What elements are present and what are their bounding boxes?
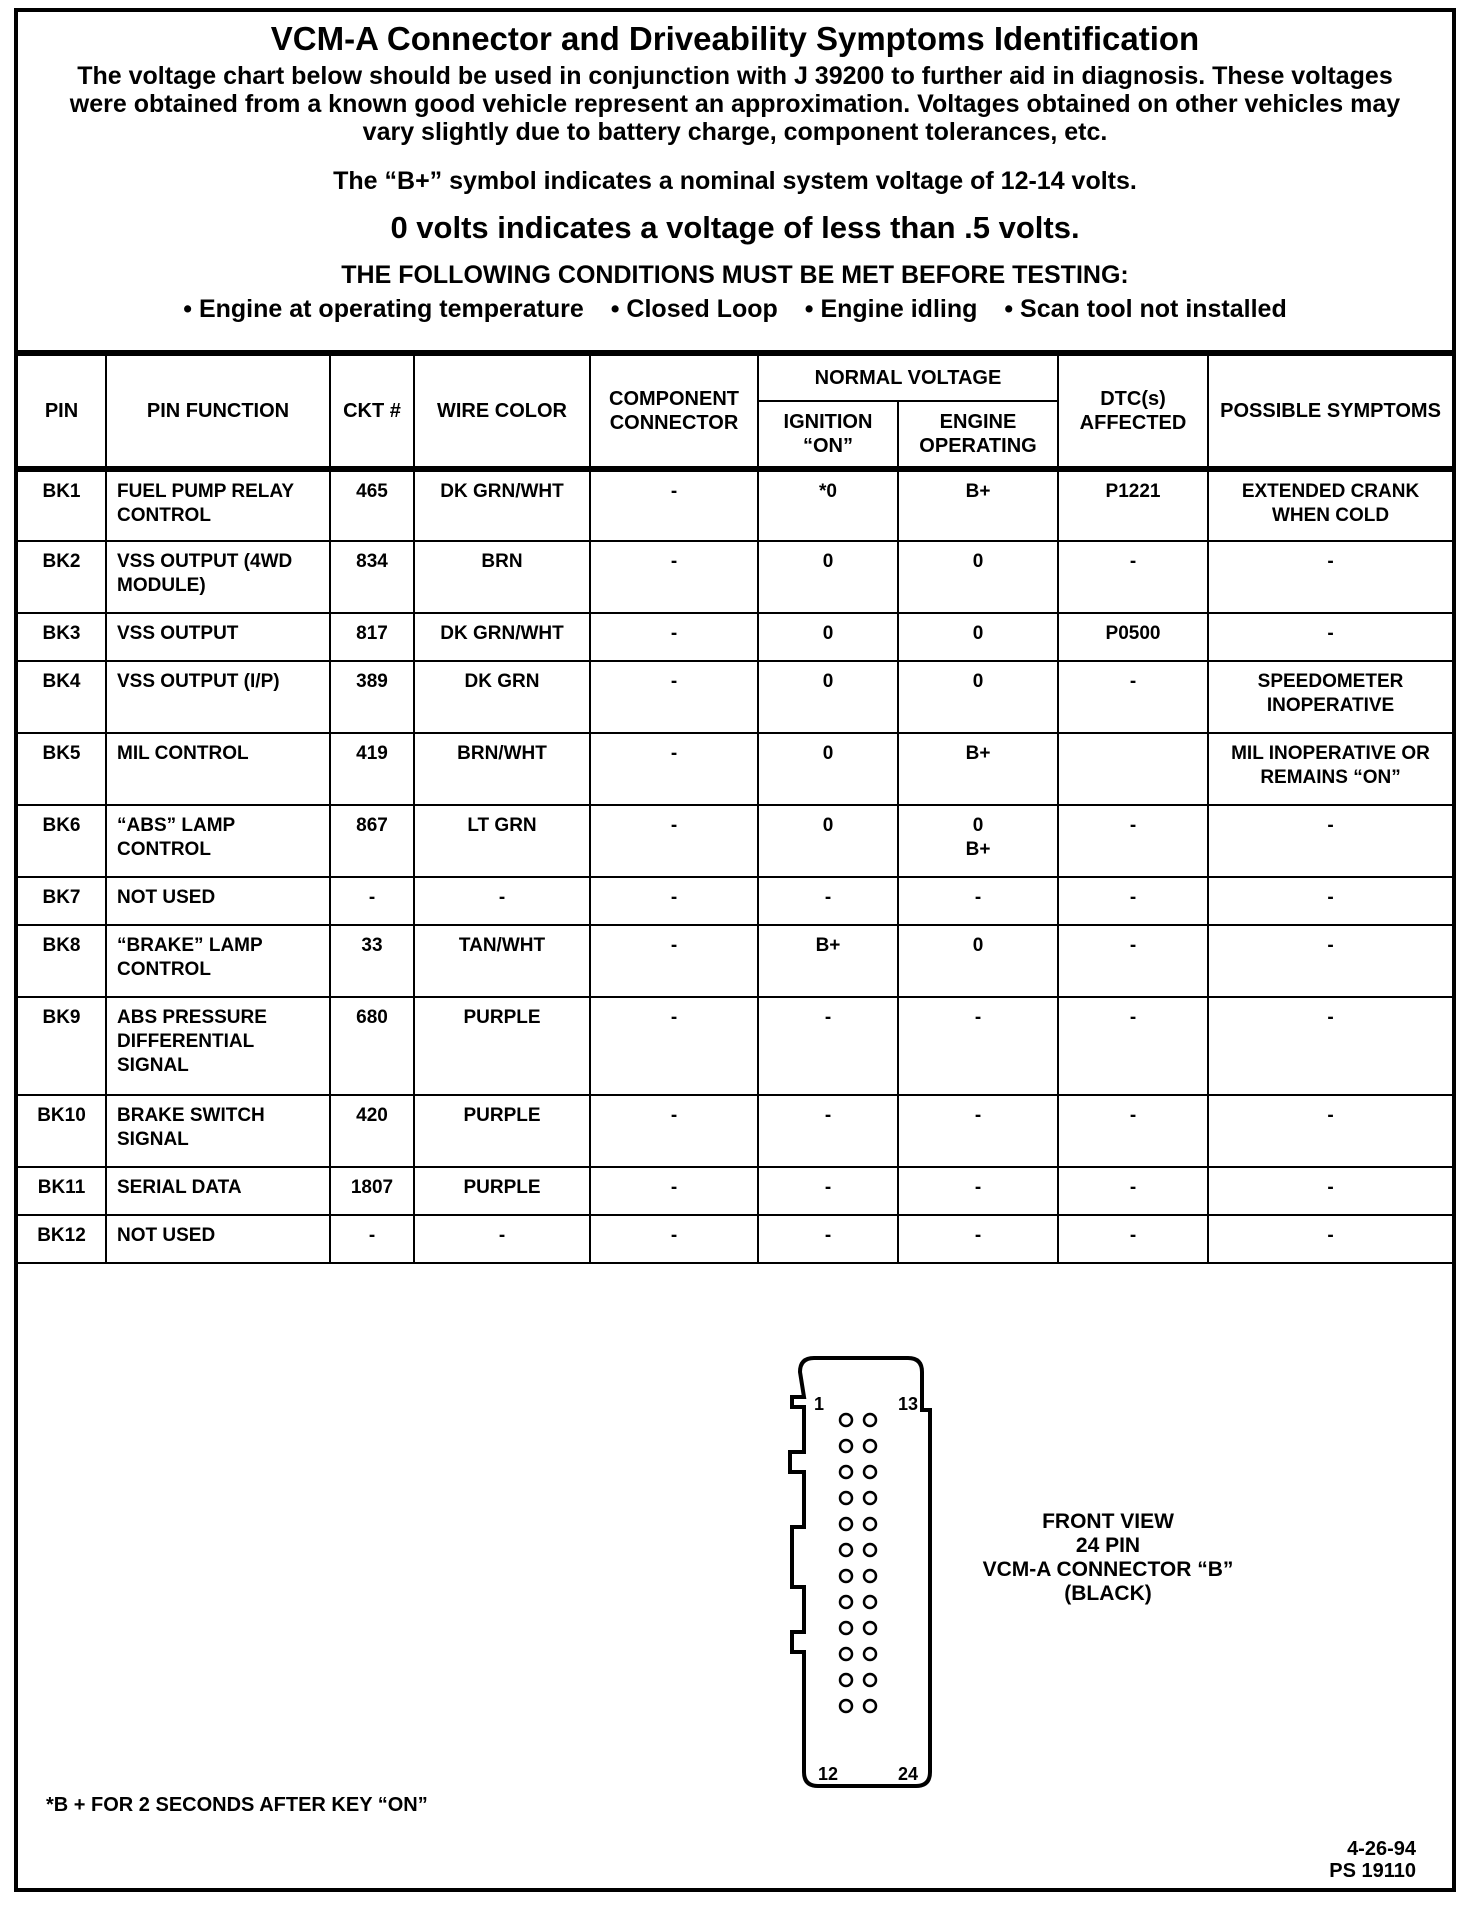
condition-item: • Closed Loop: [610, 295, 778, 323]
cell-pin: BK6: [18, 805, 106, 877]
pin-hole: [864, 1440, 876, 1452]
pin-hole: [840, 1622, 852, 1634]
cell-function: VSS OUTPUT: [106, 613, 330, 661]
col-header-ckt: CKT #: [330, 355, 414, 469]
condition-item: • Engine idling: [804, 295, 978, 323]
front-view-label: [948, 1510, 1268, 1606]
pin-label-12: 12: [818, 1764, 839, 1784]
pin-hole: [864, 1570, 876, 1582]
cell-symptoms: -: [1208, 997, 1452, 1095]
cell-pin: BK11: [18, 1167, 106, 1215]
cell-component: -: [590, 613, 758, 661]
cell-ign: -: [758, 1167, 898, 1215]
pin-hole: [864, 1596, 876, 1608]
cell-function: “BRAKE” LAMP CONTROL: [106, 925, 330, 997]
cell-wire: -: [414, 1215, 590, 1263]
front-view-line: FRONT VIEW: [1042, 1510, 1174, 1533]
cell-component: -: [590, 997, 758, 1095]
cell-ign: -: [758, 1095, 898, 1167]
cell-ign: -: [758, 1215, 898, 1263]
cell-ckt: 1807: [330, 1167, 414, 1215]
doc-date: 4-26-94: [1347, 1838, 1416, 1860]
cell-eng: -: [898, 877, 1058, 925]
cell-component: -: [590, 805, 758, 877]
pin-hole: [840, 1492, 852, 1504]
cell-component: -: [590, 661, 758, 733]
pin-hole: [840, 1596, 852, 1608]
cell-dtc: [1058, 733, 1208, 805]
condition-item: • Scan tool not installed: [1004, 295, 1287, 323]
table-row: [18, 541, 1452, 613]
cell-ign: 0: [758, 805, 898, 877]
cell-eng: -: [898, 1167, 1058, 1215]
col-header-pin: PIN: [18, 355, 106, 469]
cell-function: SERIAL DATA: [106, 1167, 330, 1215]
cell-ckt: -: [330, 1215, 414, 1263]
table-row: [18, 661, 1452, 733]
document-frame: [14, 8, 1456, 1892]
cell-wire: DK GRN: [414, 661, 590, 733]
cell-dtc: -: [1058, 877, 1208, 925]
cell-ckt: 867: [330, 805, 414, 877]
cell-symptoms: MIL INOPERATIVE OR REMAINS “ON”: [1208, 733, 1452, 805]
pin-label-1: 1: [814, 1394, 825, 1414]
cell-ign: -: [758, 877, 898, 925]
cell-eng: 0: [898, 613, 1058, 661]
cell-wire: LT GRN: [414, 805, 590, 877]
col-header-dtc: DTC(s) AFFECTED: [1058, 355, 1208, 469]
cell-wire: DK GRN/WHT: [414, 613, 590, 661]
conditions-list: [18, 294, 1452, 324]
pin-hole: [864, 1674, 876, 1686]
cell-symptoms: -: [1208, 1095, 1452, 1167]
cell-wire: PURPLE: [414, 1095, 590, 1167]
cell-ckt: 389: [330, 661, 414, 733]
cell-function: ABS PRESSURE DIFFERENTIAL SIGNAL: [106, 997, 330, 1095]
cell-eng: 0: [898, 541, 1058, 613]
cell-wire: PURPLE: [414, 997, 590, 1095]
pin-hole: [864, 1466, 876, 1478]
cell-dtc: -: [1058, 661, 1208, 733]
cell-pin: BK7: [18, 877, 106, 925]
pin-table-body: [18, 469, 1452, 1263]
cell-function: “ABS” LAMP CONTROL: [106, 805, 330, 877]
cell-component: -: [590, 1167, 758, 1215]
cell-dtc: -: [1058, 1095, 1208, 1167]
col-header-normal-voltage: NORMAL VOLTAGE: [758, 355, 1058, 401]
cell-eng: B+: [898, 733, 1058, 805]
connector-diagram: [762, 1352, 952, 1802]
intro-text: The voltage chart below should be used in conjunction with J 39200 to further aid in diagnosis. These voltages were obtained from a known good vehicle represent an approximation. Voltages obtained on other vehicles may vary slightly due to battery charge, component tolerances, etc.: [69, 62, 1401, 146]
cell-wire: BRN: [414, 541, 590, 613]
pin-hole: [864, 1544, 876, 1556]
cell-dtc: P0500: [1058, 613, 1208, 661]
cell-dtc: P1221: [1058, 469, 1208, 541]
table-row: [18, 997, 1452, 1095]
cell-function: NOT USED: [106, 877, 330, 925]
cell-component: -: [590, 469, 758, 541]
cell-ign: 0: [758, 541, 898, 613]
cell-component: -: [590, 541, 758, 613]
cell-pin: BK3: [18, 613, 106, 661]
front-view-line: VCM-A CONNECTOR “B”: [982, 1558, 1234, 1581]
cell-dtc: -: [1058, 1215, 1208, 1263]
cell-ckt: 420: [330, 1095, 414, 1167]
cell-ckt: 834: [330, 541, 414, 613]
pin-hole: [840, 1440, 852, 1452]
cell-pin: BK2: [18, 541, 106, 613]
cell-component: -: [590, 733, 758, 805]
cell-ckt: 680: [330, 997, 414, 1095]
cell-dtc: -: [1058, 541, 1208, 613]
connector-pins: [840, 1414, 876, 1712]
pin-hole: [864, 1622, 876, 1634]
cell-eng: -: [898, 1095, 1058, 1167]
cell-function: NOT USED: [106, 1215, 330, 1263]
cell-symptoms: -: [1208, 613, 1452, 661]
cell-pin: BK4: [18, 661, 106, 733]
cell-dtc: -: [1058, 1167, 1208, 1215]
cell-ign: 0: [758, 733, 898, 805]
pin-label-13: 13: [898, 1394, 919, 1414]
cell-eng: 0: [898, 925, 1058, 997]
pin-hole: [864, 1648, 876, 1660]
pin-hole: [864, 1518, 876, 1530]
zero-volts-note: 0 volts indicates a voltage of less than .5 volts.: [390, 210, 1080, 245]
cell-component: -: [590, 1215, 758, 1263]
cell-wire: DK GRN/WHT: [414, 469, 590, 541]
cell-eng: -: [898, 997, 1058, 1095]
col-header-ignition-on: IGNITION “ON”: [758, 401, 898, 469]
col-header-engine-operating: ENGINE OPERATING: [898, 401, 1058, 469]
cell-symptoms: -: [1208, 1215, 1452, 1263]
cell-ckt: 465: [330, 469, 414, 541]
table-row: [18, 925, 1452, 997]
cell-dtc: -: [1058, 997, 1208, 1095]
pin-label-24: 24: [898, 1764, 919, 1784]
pin-hole: [840, 1518, 852, 1530]
cell-component: -: [590, 877, 758, 925]
table-row: [18, 877, 1452, 925]
table-row: [18, 469, 1452, 541]
cell-eng: B+: [898, 469, 1058, 541]
doc-id-block: [1329, 1838, 1416, 1882]
cell-ckt: 33: [330, 925, 414, 997]
cell-ckt: 817: [330, 613, 414, 661]
cell-eng: 0: [898, 661, 1058, 733]
pin-hole: [840, 1414, 852, 1426]
front-view-line: 24 PIN: [1075, 1534, 1141, 1557]
pin-hole: [840, 1544, 852, 1556]
conditions-title: THE FOLLOWING CONDITIONS MUST BE MET BEFORE TESTING:: [341, 261, 1129, 289]
cell-component: -: [590, 925, 758, 997]
front-view-line: (BLACK): [1064, 1582, 1152, 1605]
table-row: [18, 1167, 1452, 1215]
pin-hole: [864, 1414, 876, 1426]
cell-function: MIL CONTROL: [106, 733, 330, 805]
footnote: *B + FOR 2 SECONDS AFTER KEY “ON”: [46, 1794, 428, 1816]
cell-symptoms: -: [1208, 877, 1452, 925]
cell-function: BRAKE SWITCH SIGNAL: [106, 1095, 330, 1167]
doc-id: PS 19110: [1329, 1860, 1416, 1882]
col-header-component: COMPONENT CONNECTOR: [590, 355, 758, 469]
cell-ign: *0: [758, 469, 898, 541]
cell-pin: BK5: [18, 733, 106, 805]
condition-item: • Engine at operating temperature: [183, 295, 584, 323]
cell-function: VSS OUTPUT (4WD MODULE): [106, 541, 330, 613]
cell-pin: BK10: [18, 1095, 106, 1167]
pin-hole: [840, 1674, 852, 1686]
table-row: [18, 1215, 1452, 1263]
cell-dtc: -: [1058, 805, 1208, 877]
cell-wire: -: [414, 877, 590, 925]
cell-wire: BRN/WHT: [414, 733, 590, 805]
cell-pin: BK1: [18, 469, 106, 541]
cell-symptoms: -: [1208, 541, 1452, 613]
header: [18, 12, 1452, 354]
pin-hole: [840, 1466, 852, 1478]
cell-eng: 0 B+: [898, 805, 1058, 877]
cell-function: FUEL PUMP RELAY CONTROL: [106, 469, 330, 541]
col-header-symptoms: POSSIBLE SYMPTOMS: [1208, 355, 1452, 469]
table-row: [18, 613, 1452, 661]
table-row: [18, 1095, 1452, 1167]
cell-ign: 0: [758, 613, 898, 661]
cell-pin: BK9: [18, 997, 106, 1095]
col-header-pin-function: PIN FUNCTION: [106, 355, 330, 469]
connector-outline: [790, 1358, 930, 1786]
cell-pin: BK8: [18, 925, 106, 997]
cell-ckt: -: [330, 877, 414, 925]
pin-hole: [864, 1492, 876, 1504]
cell-component: -: [590, 1095, 758, 1167]
cell-ign: -: [758, 997, 898, 1095]
cell-wire: PURPLE: [414, 1167, 590, 1215]
cell-dtc: -: [1058, 925, 1208, 997]
table-row: [18, 805, 1452, 877]
cell-wire: TAN/WHT: [414, 925, 590, 997]
cell-symptoms: -: [1208, 1167, 1452, 1215]
page-title: VCM-A Connector and Driveability Symptoms Identification: [270, 20, 1200, 57]
cell-ign: B+: [758, 925, 898, 997]
cell-symptoms: SPEEDOMETER INOPERATIVE: [1208, 661, 1452, 733]
cell-symptoms: EXTENDED CRANK WHEN COLD: [1208, 469, 1452, 541]
cell-ckt: 419: [330, 733, 414, 805]
cell-pin: BK12: [18, 1215, 106, 1263]
table-row: [18, 733, 1452, 805]
cell-function: VSS OUTPUT (I/P): [106, 661, 330, 733]
cell-symptoms: -: [1208, 805, 1452, 877]
col-header-wire-color: WIRE COLOR: [414, 355, 590, 469]
pin-hole: [840, 1570, 852, 1582]
pin-hole: [840, 1700, 852, 1712]
pin-table: [18, 354, 1452, 1264]
cell-ign: 0: [758, 661, 898, 733]
pin-hole: [864, 1700, 876, 1712]
pin-hole: [840, 1648, 852, 1660]
cell-eng: -: [898, 1215, 1058, 1263]
bplus-note: The “B+” symbol indicates a nominal system voltage of 12-14 volts.: [333, 167, 1137, 195]
cell-symptoms: -: [1208, 925, 1452, 997]
